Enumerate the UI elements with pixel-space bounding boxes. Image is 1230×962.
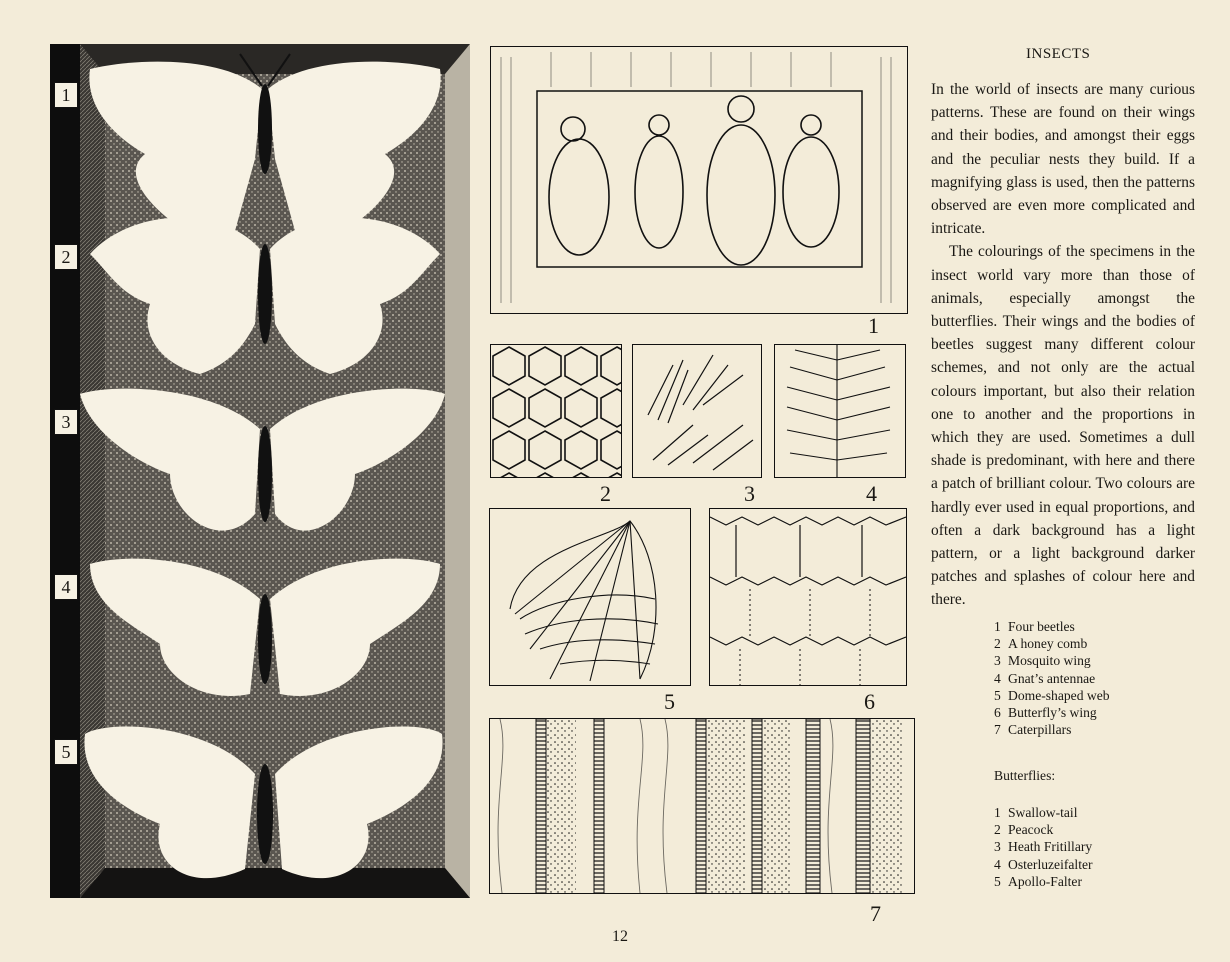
figure-caterpillars bbox=[489, 718, 915, 894]
butterfly-caption-item: 4 Osterluzeifalter bbox=[994, 856, 1093, 872]
figure-label-7: 7 bbox=[870, 901, 881, 926]
figure-label-1: 1 bbox=[868, 313, 879, 338]
plate-number-3: 3 bbox=[54, 409, 78, 435]
butterfly-wing-scales-illustration bbox=[710, 509, 906, 685]
caption-item: 1 Four beetles bbox=[994, 619, 1075, 634]
beetles-illustration bbox=[491, 47, 907, 313]
caption-item: 4 Gnat’s antennae bbox=[994, 670, 1096, 686]
dome-web-illustration bbox=[490, 509, 690, 685]
paragraph-2: The colourings of the specimens in the insect world vary more than those of animals, especially amongst the butterflies. Their wings and the bodies of beetles suggest many different colour schemes, and not only are the actual colours important, but also their relation one to another and the proportions in which they are used. Sometimes a dull shade is predominant, with here and there a patch of brilliant colour. Two colours are hardly ever used in equal proportions, and often a dark background has a light pattern, or a light background darker patches and splashes of colour here and there. bbox=[931, 243, 1195, 609]
butterfly-caption-list bbox=[994, 804, 1093, 890]
figure-label-4: 4 bbox=[866, 481, 877, 506]
plate-number-2: 2 bbox=[54, 244, 78, 270]
butterfly-caption-item: 5 Apollo-Falter bbox=[994, 873, 1082, 889]
figure-beetles bbox=[490, 46, 908, 314]
plate-number-5: 5 bbox=[54, 739, 78, 765]
caption-item: 7 Caterpillars bbox=[994, 722, 1072, 738]
butterflies-heading: Butterflies: bbox=[994, 768, 1056, 783]
butterfly-plate bbox=[50, 44, 470, 898]
figure-label-2: 2 bbox=[600, 481, 611, 506]
figure-honeycomb bbox=[490, 344, 622, 478]
honeycomb-illustration bbox=[491, 345, 621, 477]
caption-item: 3 Mosquito wing bbox=[994, 653, 1091, 669]
caterpillar-stripes bbox=[536, 719, 904, 893]
caption-item: 2 A honey comb bbox=[994, 636, 1088, 652]
gnat-antennae-illustration bbox=[775, 345, 905, 477]
butterfly-caption-item: 3 Heath Fritillary bbox=[994, 839, 1093, 855]
butterfly-plate-illustration bbox=[50, 44, 470, 898]
paragraph-1: In the world of insects are many curious patterns. These are found on their wings and their bodies, and amongst their eggs and the peculiar nests they build. If a magnifying glass is used, then the patterns observed are even more complicated and intricate. bbox=[931, 81, 1195, 238]
figure-butterfly-wing-scales bbox=[709, 508, 907, 686]
plate-number-4: 4 bbox=[54, 574, 78, 600]
caption-item: 6 Butterfly’s wing bbox=[994, 705, 1097, 721]
mosquito-wing-illustration bbox=[633, 345, 761, 477]
figure-caption-list bbox=[994, 618, 1110, 738]
figure-gnat-antennae bbox=[774, 344, 906, 478]
body-text bbox=[931, 78, 1195, 612]
page-number: 12 bbox=[612, 928, 628, 945]
figure-dome-web bbox=[489, 508, 691, 686]
figure-label-5: 5 bbox=[664, 689, 675, 714]
page-title: INSECTS bbox=[1026, 46, 1091, 62]
figure-label-3: 3 bbox=[744, 481, 755, 506]
caterpillars-illustration bbox=[490, 719, 914, 893]
butterfly-caption-item: 1 Swallow-tail bbox=[994, 805, 1078, 820]
butterfly-caption-item: 2 Peacock bbox=[994, 822, 1054, 838]
caption-item: 5 Dome-shaped web bbox=[994, 687, 1110, 703]
figure-label-6: 6 bbox=[864, 689, 875, 714]
figure-mosquito-wing bbox=[632, 344, 762, 478]
plate-number-1: 1 bbox=[54, 82, 78, 108]
